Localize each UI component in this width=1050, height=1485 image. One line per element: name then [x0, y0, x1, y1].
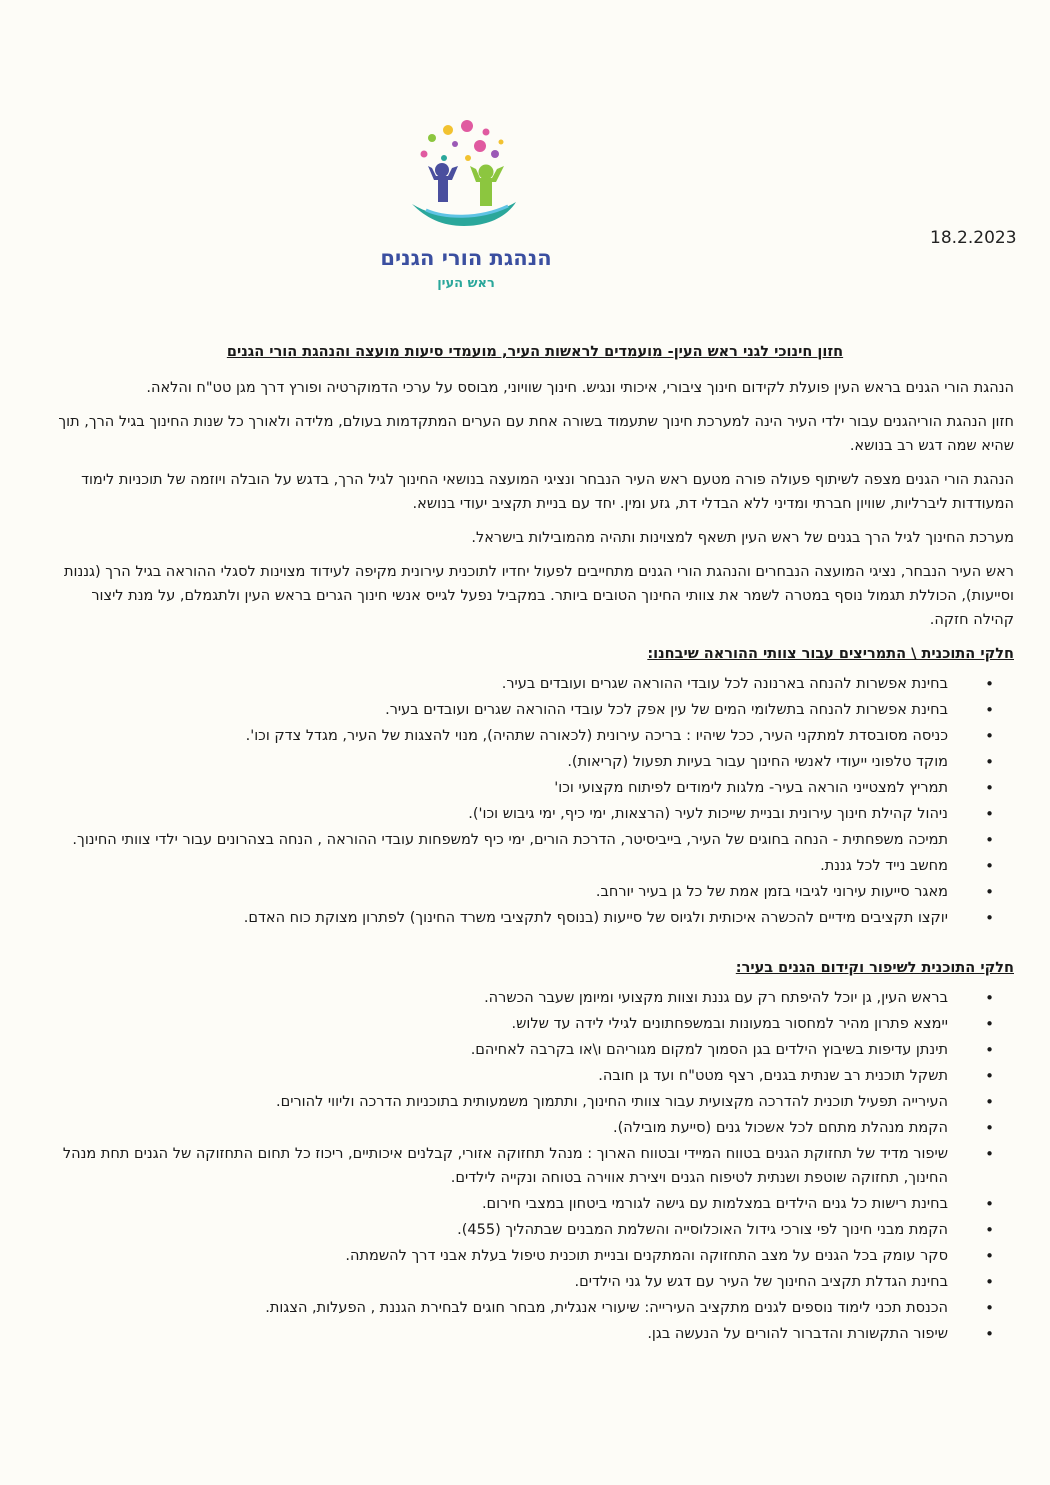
list-item: • מוקד טלפוני ייעודי לאנשי החינוך עבור בעיות תפעול (קריאות). — [56, 750, 948, 774]
paragraph: מערכת החינוך לגיל הרך בגנים של ראש העין תשאף למצוינות ותהיה מהמובילות בישראל. — [471, 530, 1014, 546]
logo — [368, 118, 564, 298]
staff-incentives-list — [56, 672, 1014, 930]
section-heading-staff-incentives: חלקי התוכנית \ התמריצים עבור צוותי ההוראה שיבחנו: — [647, 646, 1014, 662]
logo-subtitle: ראש העין — [437, 276, 495, 291]
list-item: • שיפור מדיד של תחזוקת הגנים בטווח המיידי ובטווח הארוך : מנהל תחזוקה אזורי, קבלנים איכותיים, ריכוז כל תחום התחזוקה של הגנים תחת מנהל החינוך, תחזוקה שוטפת ושנתית לטיפוח הגנים ויצירת אווירה בטוחה ונקייה לילדים. — [56, 1142, 948, 1190]
list-item: • ניהול קהילת חינוך עירונית ובניית שייכות לעיר (הרצאות, ימי כיף, ימי גיבוש וכו'). — [56, 802, 948, 826]
paragraph: הנהגת הורי הגנים בראש העין פועלת לקידום חינוך ציבורי, איכותי ונגיש. חינוך שוויוני, מבוסס על ערכי הדמוקרטיה ופורץ דרך מגן טט"ח והלאה. — [146, 380, 1014, 396]
document-body — [56, 340, 1014, 1352]
list-item: • שיפור התקשורת והדברור להורים על הנעשה בגן. — [56, 1322, 948, 1346]
list-item: • סקר עומק בכל הגנים על מצב התחזוקה והמתקנים ובניית תוכנית טיפול בעלת אבני דרך להשמתה. — [56, 1244, 948, 1268]
document-date: 18.2.2023 — [930, 228, 1017, 248]
list-item: • הקמת מבני חינוך לפי צורכי גידול האוכלוסייה והשלמת המבנים שבתהליך (455). — [56, 1218, 948, 1242]
logo-graphic-icon — [368, 118, 564, 244]
section-heading-kindergarten-improvement: חלקי התוכנית לשיפור וקידום הגנים בעיר: — [735, 960, 1014, 976]
list-item: • בראש העין, גן יוכל להיפתח רק עם גננת וצוות מקצועי ומיומן שעבר הכשרה. — [56, 986, 948, 1010]
list-item: • תשקל תוכנית רב שנתית בגנים, רצף מטט"ח ועד גן חובה. — [56, 1064, 948, 1088]
document-title: חזון חינוכי לגני ראש העין- מועמדים לראשות העיר, מועמדי סיעות מועצה והנהגת הורי הגנים — [226, 344, 844, 360]
list-item: • הקמת מנהלת מתחם לכל אשכול גנים (סייעת מובילה). — [56, 1116, 948, 1140]
list-item: • בחינת הגדלת תקציב החינוך של העיר עם דגש על גני הילדים. — [56, 1270, 948, 1294]
list-item: • בחינת אפשרות להנחה בתשלומי המים של עין אפק לכל עובדי ההוראה שגרים ועובדים בעיר. — [56, 698, 948, 722]
kindergarten-improvement-list — [56, 986, 1014, 1346]
list-item: • תמיכה משפחתית - הנחה בחוגים של העיר, בייביסיטר, הדרכת הורים, ימי כיף למשפחות עובדי ההוראה , הנחה בצהרונים עבור ילדי צוותי החינוך. — [56, 828, 948, 852]
list-item: • בחינת אפשרות להנחה בארנונה לכל עובדי ההוראה שגרים ועובדים בעיר. — [56, 672, 948, 696]
list-item: • תמריץ למצטייני הוראה בעיר- מלגות לימודים לפיתוח מקצועי וכו' — [56, 776, 948, 800]
list-item: • העירייה תפעיל תוכנית להדרכה מקצועית עבור צוותי החינוך, ותתמוך משמעותית בתוכניות הדרכה וליווי להורים. — [56, 1090, 948, 1114]
list-item: • תינתן עדיפות בשיבוץ הילדים בגן הסמוך למקום מגוריהם ו\או בקרבה לאחיהם. — [56, 1038, 948, 1062]
list-item: • מאגר סייעות עירוני לגיבוי בזמן אמת של כל גן בעיר יורחב. — [56, 880, 948, 904]
list-item: • מחשב נייד לכל גננת. — [56, 854, 948, 878]
paragraph: חזון הנהגת הוריהגנים עבור ילדי העיר הינה למערכת חינוך שתעמוד בשורה אחת עם הערים המתקדמות בעולם, מלידה ולאורך כל שנות החינוך בגיל הרך, תוך שהיא שמה דגש רב בנושא. — [58, 414, 1014, 454]
paragraph: ראש העיר הנבחר, נציגי המועצה הנבחרים והנהגת הורי הגנים מתחייבים לפעול יחדיו לתוכנית עירונית מקיפה לעידוד מצוינות לסגלי ההוראה בגיל הרך (גננות וסייעות), הכוללת תגמול נוסף במטרה לשמר את צוותי החינוך הטובים ביותר. במקביל נפעל לגייס אנשי חינוך הגרים בראש העין ולתגמלם, על מנת ליצור קהילה חזקה. — [63, 564, 1014, 628]
list-item: • יימצא פתרון מהיר למחסור במעונות ובמשפחתונים לגילי לידה עד שלוש. — [56, 1012, 948, 1036]
logo-title: הנהגת הורי הגנים — [380, 246, 552, 270]
list-item: • הכנסת תכני לימוד נוספים לגנים מתקציב העירייה: שיעורי אנגלית, מבחר חוגים לבחירת הגננת , הפעלות, הצגות. — [56, 1296, 948, 1320]
list-item: • כניסה מסובסדת למתקני העיר, ככל שיהיו : בריכה עירונית (לכאורה שתהיה), מנוי להצגות של העיר, מגדל צדק וכו'. — [56, 724, 948, 748]
list-item: • בחינת רישות כל גנים הילדים במצלמות עם גישה לגורמי ביטחון במצבי חירום. — [56, 1192, 948, 1216]
paragraph: הנהגת הורי הגנים מצפה לשיתוף פעולה פורה מטעם ראש העיר הנבחר ונציגי המועצה בנושאי החינוך לגיל הרך, בדגש על הובלה ויוזמה של תוכניות לימוד המעודדות ליברליות, שוויון חברתי ומדיני ללא הבדלי דת, גזע ומין. יחד עם בניית תקציב יעודי בנושא. — [81, 472, 1014, 512]
list-item: • יוקצו תקציבים מידיים להכשרה איכותית ולגיוס של סייעות (בנוסף לתקציבי משרד החינוך) לפתרון מצוקת כוח האדם. — [56, 906, 948, 930]
